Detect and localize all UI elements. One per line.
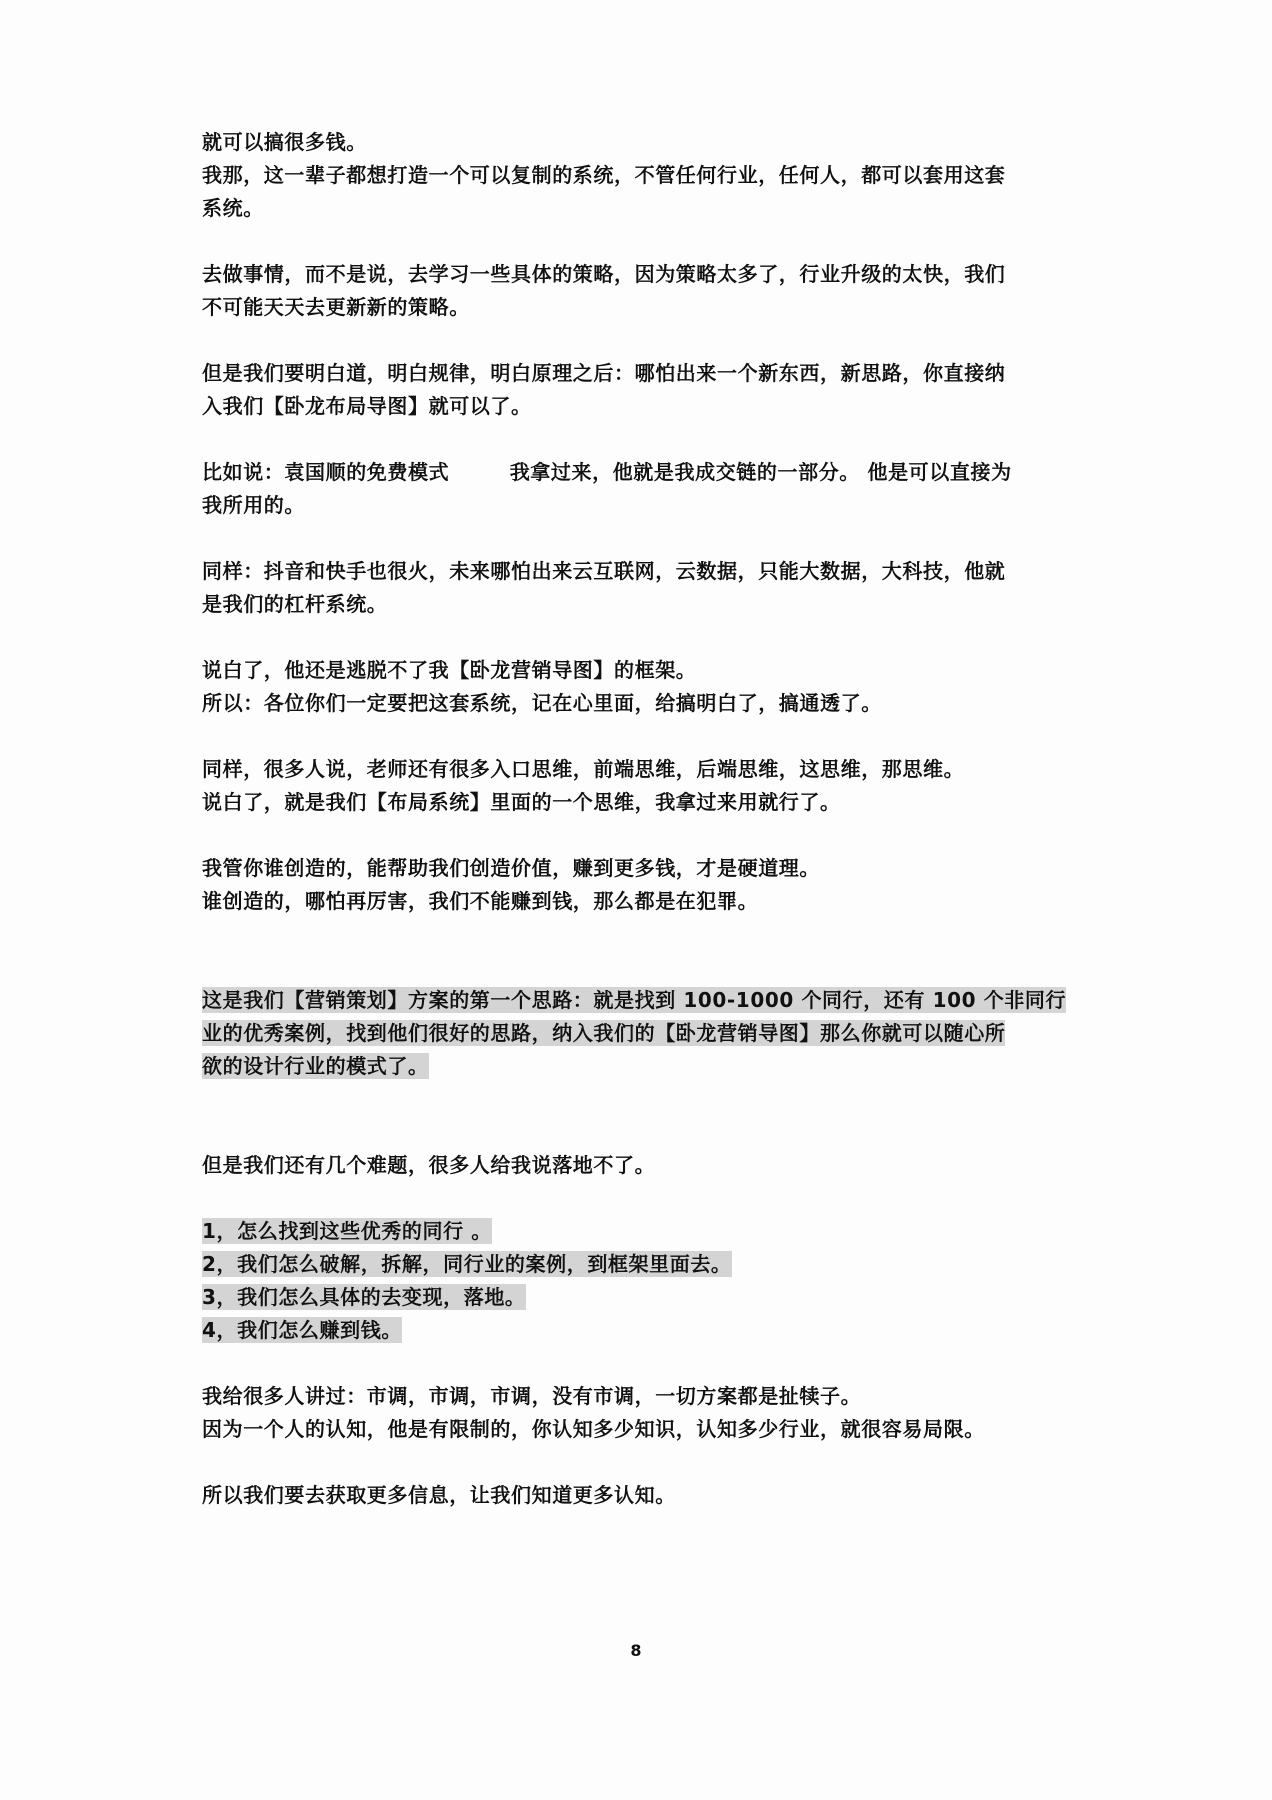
text-line: 说白了，就是我们【布局系统】里面的一个思维，我拿过来用就行了。 [202, 790, 841, 814]
highlighted-text-line: 业的优秀案例，找到他们很好的思路，纳入我们的【卧龙营销导图】那么你就可以随心所 [202, 1021, 1006, 1045]
highlighted-text-line: 欲的设计行业的模式了。 [202, 1054, 429, 1078]
text-line: 我那，这一辈子都想打造一个可以复制的系统，不管任何行业，任何人，都可以套用这套 [202, 163, 1006, 187]
text-line: 同样，很多人说，老师还有很多入口思维，前端思维，后端思维，这思维，那思维。 [202, 757, 965, 781]
page-number: 8 [630, 1641, 642, 1660]
text-line: 系统。 [202, 196, 264, 220]
text-line: 因为一个人的认知，他是有限制的，你认知多少知识，认知多少行业，就很容易局限。 [202, 1417, 985, 1441]
paragraph-problems-intro [202, 1149, 1092, 1182]
text-line: 我给很多人讲过：市调，市调，市调，没有市调，一切方案都是扯犊子。 [202, 1384, 862, 1408]
list-item: 1，怎么找到这些优秀的同行 。 [202, 1219, 492, 1243]
text-line: 同样：抖音和快手也很火，未来哪怕出来云互联网，云数据，只能大数据，大科技，他就 [202, 559, 1006, 583]
text-line: 但是我们要明白道，明白规律，明白原理之后：哪怕出来一个新东西，新思路，你直接纳 [202, 361, 1006, 385]
highlighted-paragraph [202, 984, 1092, 1083]
text-line: 但是我们还有几个难题，很多人给我说落地不了。 [202, 1153, 656, 1177]
text-line: 所以我们要去获取更多信息，让我们知道更多认知。 [202, 1483, 676, 1507]
list-item: 3，我们怎么具体的去变现，落地。 [202, 1285, 526, 1309]
text-line: 所以：各位你们一定要把这套系统，记在心里面，给搞明白了，搞通透了。 [202, 691, 882, 715]
text-line: 是我们的杠杆系统。 [202, 592, 388, 616]
paragraph-2 [202, 258, 1092, 324]
list-item: 4，我们怎么赚到钱。 [202, 1318, 402, 1342]
text-line: 不可能天天去更新新的策略。 [202, 295, 470, 319]
list-item: 2，我们怎么破解，拆解，同行业的案例，到框架里面去。 [202, 1252, 732, 1276]
paragraph-6 [202, 654, 1092, 720]
text-line: 我所用的。 [202, 493, 305, 517]
text-line: 去做事情，而不是说，去学习一些具体的策略，因为策略太多了，行业升级的太快，我们 [202, 262, 1006, 286]
text-line: 说白了，他还是逃脱不了我【卧龙营销导图】的框架。 [202, 658, 697, 682]
text-line: 我管你谁创造的，能帮助我们创造价值，赚到更多钱，才是硬道理。 [202, 856, 820, 880]
paragraph-final [202, 1479, 1092, 1512]
page-content [202, 126, 1092, 1512]
paragraph-7 [202, 753, 1092, 819]
text-line: 比如说：袁国顺的免费模式 我拿过来，他就是我成交链的一部分。 他是可以直接为 [202, 460, 1012, 484]
text-line: 入我们【卧龙布局导图】就可以了。 [202, 394, 532, 418]
paragraph-8 [202, 852, 1092, 918]
highlighted-list [202, 1215, 1092, 1347]
text-line: 就可以搞很多钱。 [202, 130, 367, 154]
highlighted-text-line: 这是我们【营销策划】方案的第一个思路：就是找到 100-1000 个同行，还有 100 个非同行 [202, 988, 1067, 1012]
paragraph-market-research [202, 1380, 1092, 1446]
paragraph-1 [202, 126, 1092, 225]
text-line: 谁创造的，哪怕再厉害，我们不能赚到钱，那么都是在犯罪。 [202, 889, 759, 913]
paragraph-3 [202, 357, 1092, 423]
paragraph-5 [202, 555, 1092, 621]
paragraph-4 [202, 456, 1092, 522]
